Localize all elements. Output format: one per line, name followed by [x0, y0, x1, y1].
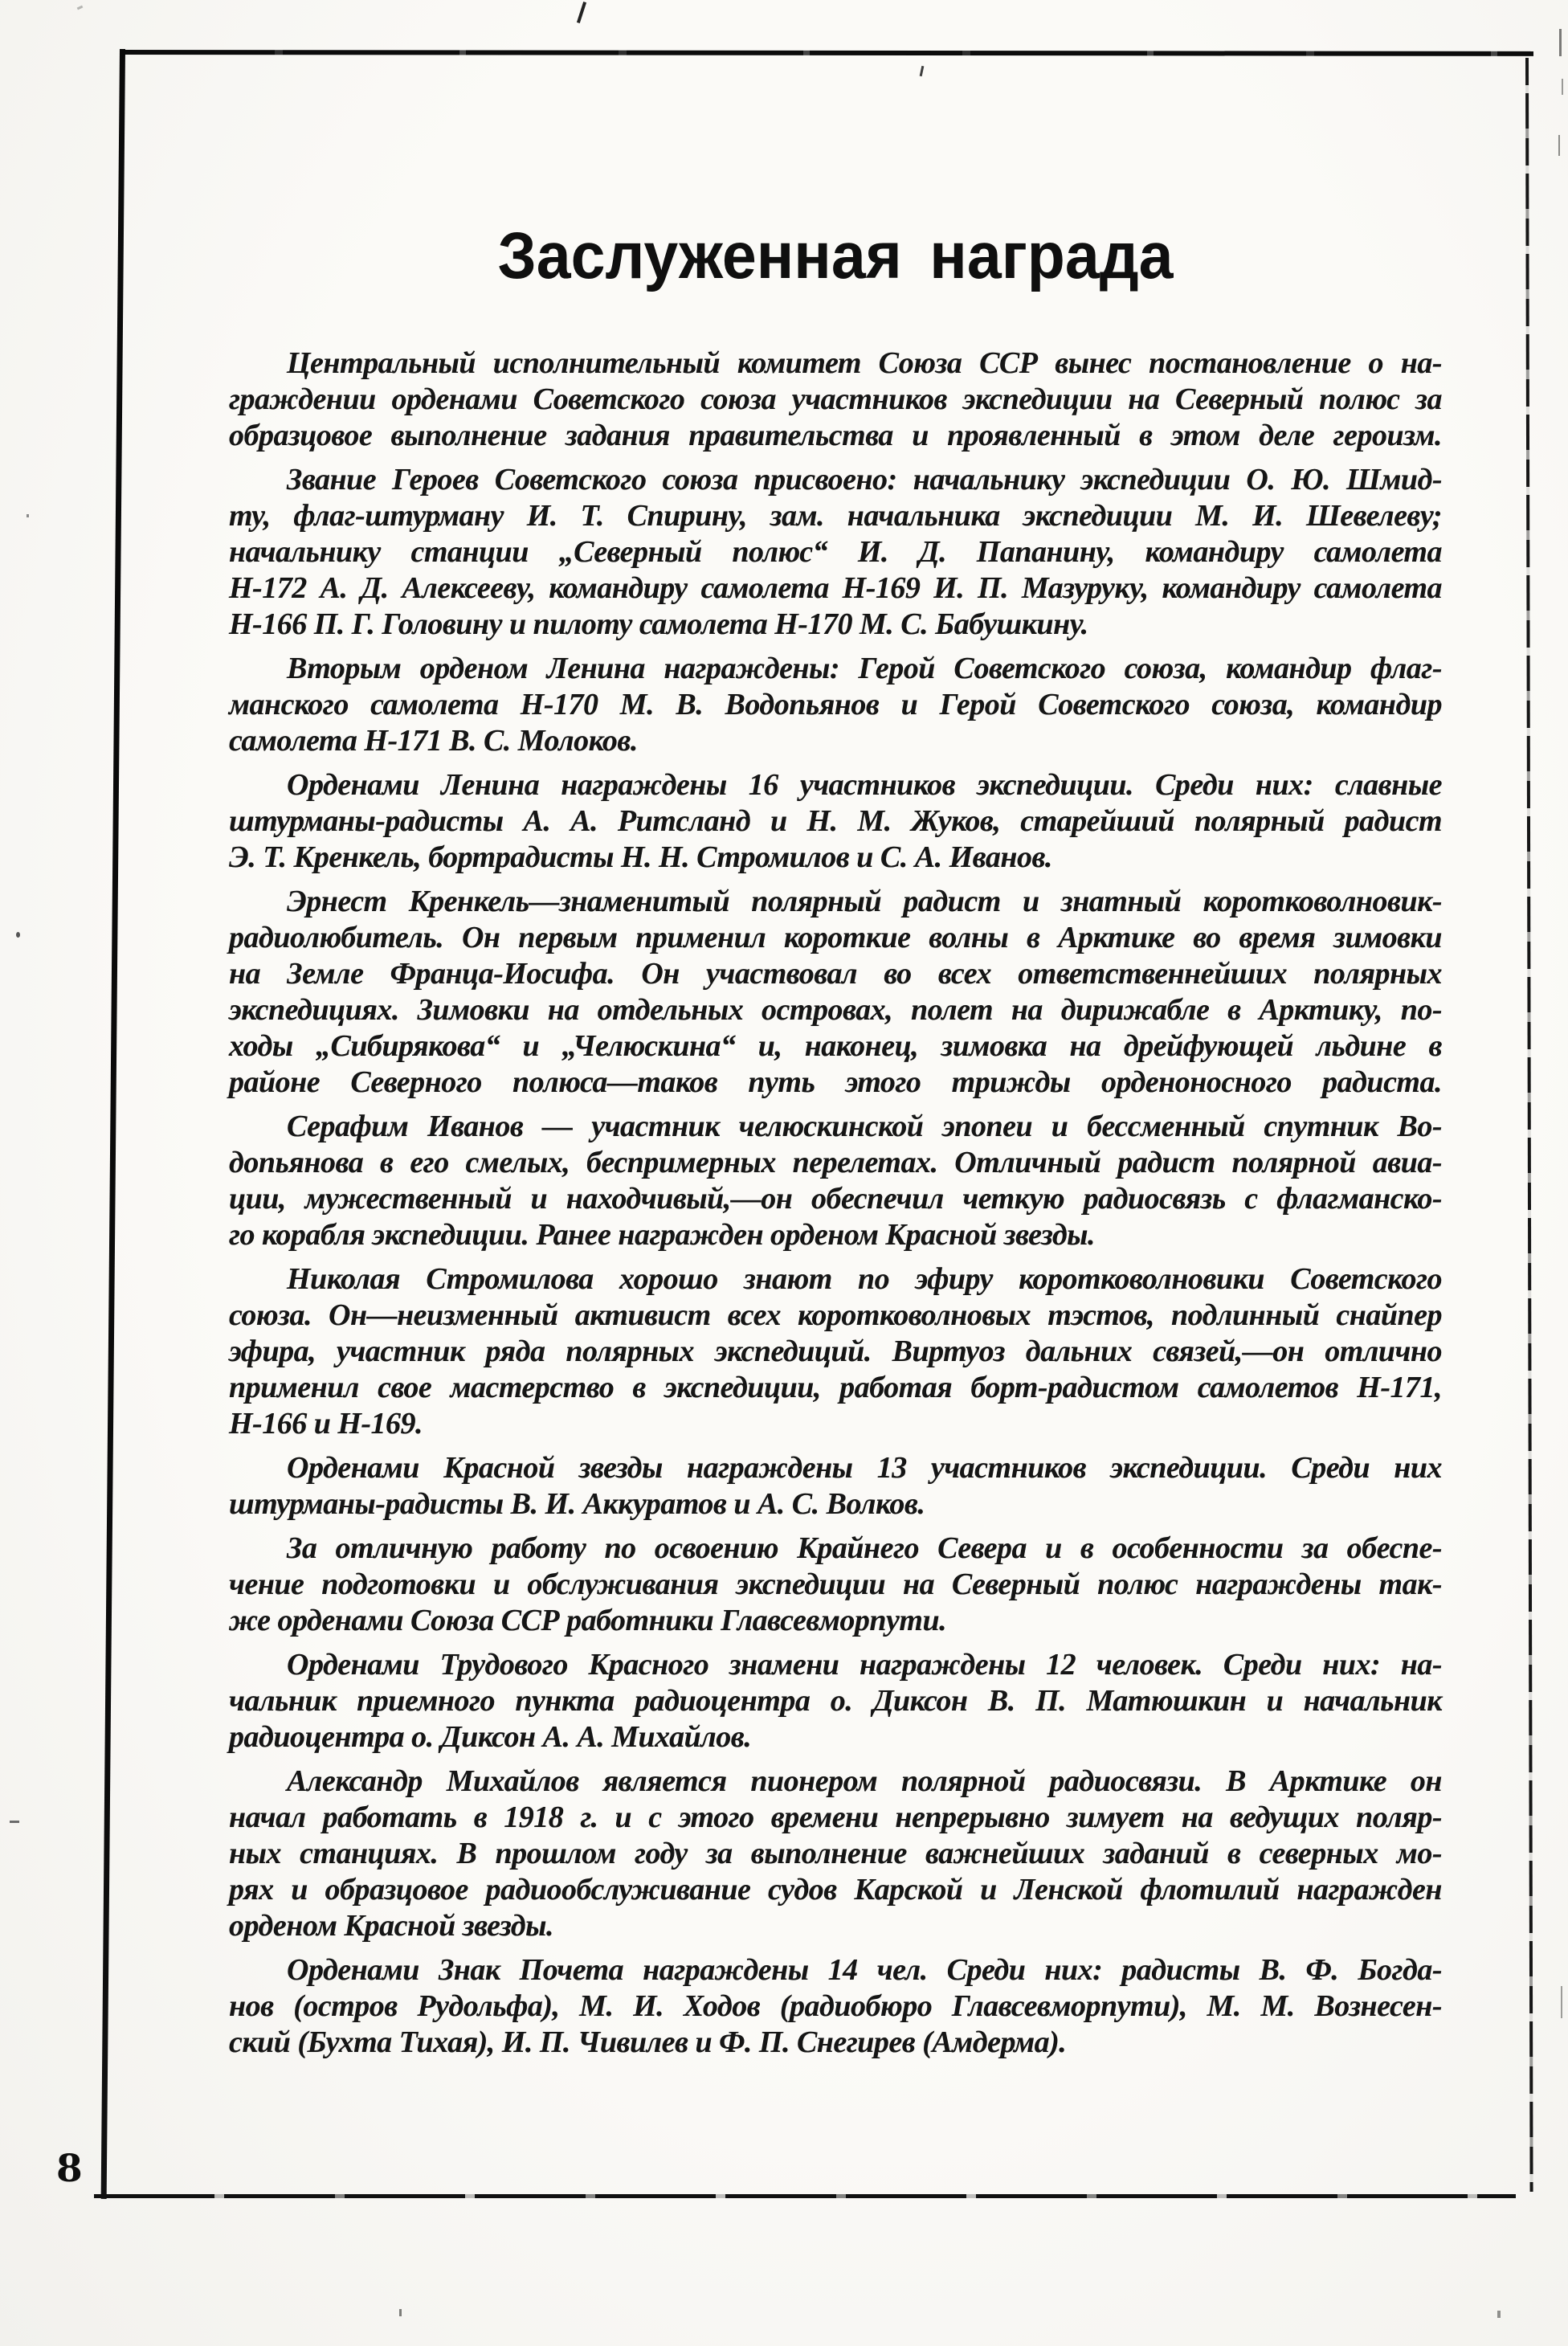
paragraph — [229, 1952, 1442, 2061]
text-line: За отличную работу по освоению Крайнего Севера и в особенности за обеспе- — [287, 1531, 1442, 1565]
paragraph — [229, 1450, 1442, 1522]
scan-speck — [1561, 1986, 1562, 2018]
paragraph — [229, 767, 1442, 876]
scan-speck — [77, 6, 84, 10]
text-line: Александр Михайлов является пионером полярной радиосвязи. В Арктике он — [287, 1764, 1442, 1798]
text-line: ных станциях. В прошлом году за выполнение важнейших заданий в северных мо- — [229, 1837, 1442, 1870]
text-line: Орденами Красной звезды награждены 13 участников экспедиции. Среди них — [287, 1451, 1442, 1485]
text-line: радиоцентра о. Диксон А. А. Михайлов. — [229, 1720, 752, 1754]
text-line: же орденами Союза ССР работники Главсевморпути. — [229, 1604, 947, 1637]
paragraph — [229, 1109, 1442, 1253]
text-line: начальнику станции „Северный полюс“ И. Д. Папанину, командиру самолета — [229, 535, 1442, 569]
scan-speck — [1562, 79, 1563, 95]
text-line: чение подготовки и обслуживания экспедиции на Северный полюс награждены так- — [229, 1567, 1442, 1601]
text-line: эфира, участник ряда полярных экспедиций. Виртуоз дальних связей,—он отлично — [229, 1334, 1442, 1368]
paragraph — [229, 884, 1442, 1101]
text-line: штурманы-радисты В. И. Аккуратов и А. С. Волков. — [229, 1487, 925, 1521]
page-border-bottom — [94, 2194, 1516, 2198]
paragraph — [229, 1531, 1442, 1639]
scan-speck — [1558, 135, 1560, 156]
paragraph — [229, 1261, 1442, 1442]
page-border-left — [101, 49, 125, 2199]
scan-speck — [10, 1821, 19, 1823]
text-line: Николая Стромилова хорошо знают по эфиру коротковолновики Советского — [287, 1262, 1442, 1296]
text-line: экспедициях. Зимовки на отдельных островах, полет на дирижабле в Арктику, по- — [229, 993, 1442, 1027]
page-number: 8 — [56, 2147, 83, 2191]
text-line: Н-166 и Н-169. — [229, 1407, 423, 1441]
text-line: Орденами Ленина награждены 16 участников экспедиции. Среди них: славные — [287, 768, 1442, 802]
scan-speck — [16, 932, 20, 938]
text-line: Э. Т. Кренкель, бортрадисты Н. Н. Стромилов и С. А. Иванов. — [229, 840, 1052, 874]
article — [229, 219, 1442, 2069]
text-line: допьянова в его смелых, беспримерных перелетах. Отличный радист полярной авиа- — [229, 1146, 1442, 1179]
text-line: ту, флаг-штурману И. Т. Спирину, зам. начальника экспедиции М. И. Шевелеву; — [229, 499, 1442, 533]
text-line: на Земле Франца-Иосифа. Он участвовал во всех ответственнейших полярных — [229, 957, 1442, 991]
paragraph — [229, 651, 1442, 759]
scan-speck — [27, 514, 29, 517]
text-line: Эрнест Кренкель—знаменитый полярный радист и знатный коротковолновик- — [287, 885, 1442, 918]
text-line: радиолюбитель. Он первым применил короткие волны в Арктике во время зимовки — [229, 921, 1442, 954]
paragraph — [229, 1647, 1442, 1755]
text-line: нов (остров Рудольфа), М. И. Ходов (радиобюро Главсевморпути), М. М. Вознесен- — [229, 1989, 1442, 2023]
text-line: районе Северного полюса—таков путь этого трижды орденоносного радиста. — [229, 1065, 1442, 1099]
text-line: Центральный исполнительный комитет Союза ССР вынес постановление о на- — [287, 346, 1442, 380]
paragraph — [229, 462, 1442, 643]
text-line: Орденами Знак Почета награждены 14 чел. Среди них: радисты В. Ф. Богда- — [287, 1953, 1442, 1987]
article-title: Заслуженная награда — [497, 219, 1174, 292]
text-line: Орденами Трудового Красного знамени награждены 12 человек. Среди них: на- — [287, 1648, 1442, 1682]
text-line: го корабля экспедиции. Ранее награжден орденом Красной звезды. — [229, 1218, 1096, 1252]
paragraph — [229, 345, 1442, 454]
text-line: ский (Бухта Тихая), И. П. Чивилев и Ф. П. Снегирев (Амдерма). — [229, 2025, 1067, 2059]
text-line: ходы „Сибирякова“ и „Челюскина“ и, наконец, зимовка на дрейфующей льдине в — [229, 1029, 1442, 1063]
text-line: образцовое выполнение задания правительства и проявленный в этом деле героизм. — [229, 419, 1442, 452]
text-line: применил свое мастерство в экспедиции, работая борт-радистом самолетов Н-171, — [229, 1371, 1442, 1404]
scan-speck — [1497, 2311, 1501, 2318]
paragraph — [229, 1764, 1442, 1944]
text-line: Вторым орденом Ленина награждены: Герой Советского союза, командир флаг- — [287, 652, 1442, 685]
text-line: союза. Он—неизменный активист всех коротковолновых тэстов, подлинный снайпер — [229, 1298, 1442, 1332]
text-line: Н-172 А. Д. Алексееву, командиру самолета Н-169 И. П. Мазуруку, командиру самолета — [229, 571, 1442, 605]
text-line: начал работать в 1918 г. и с этого времени непрерывно зимует на ведущих поляр- — [229, 1800, 1442, 1834]
scan-speck — [920, 66, 925, 76]
text-line: штурманы-радисты А. А. Ритсланд и Н. М. Жуков, старейший полярный радист — [229, 804, 1442, 838]
text-line: Звание Героев Советского союза присвоено: начальнику экспедиции О. Ю. Шмид- — [287, 463, 1442, 497]
text-line: манского самолета Н-170 М. В. Водопьянов и Герой Советского союза, командир — [229, 688, 1442, 721]
page-border-top — [122, 50, 1533, 56]
text-line: граждении орденами Советского союза участников экспедиции на Северный полюс за — [229, 382, 1442, 416]
text-line: орденом Красной звезды. — [229, 1909, 554, 1943]
page-border-right — [1525, 58, 1533, 2192]
scan-speck — [1559, 29, 1562, 56]
scan-speck — [399, 2309, 402, 2316]
text-line: рях и образцовое радиообслуживание судов Карской и Ленской флотилий награжден — [229, 1873, 1442, 1907]
text-line: Н-166 П. Г. Головину и пилоту самолета Н-170 М. С. Бабушкину. — [229, 607, 1088, 641]
text-line: Серафим Иванов — участник челюскинской эпопеи и бессменный спутник Во- — [287, 1110, 1442, 1143]
text-line: чальник приемного пункта радиоцентра о. Диксон В. П. Матюшкин и начальник — [229, 1684, 1442, 1718]
text-line: ции, мужественный и находчивый,—он обеспечил четкую радиосвязь с флагманско- — [229, 1182, 1442, 1216]
paragraphs — [229, 345, 1442, 2061]
scan-speck — [577, 2, 586, 23]
text-line: самолета Н-171 В. С. Молоков. — [229, 724, 638, 758]
